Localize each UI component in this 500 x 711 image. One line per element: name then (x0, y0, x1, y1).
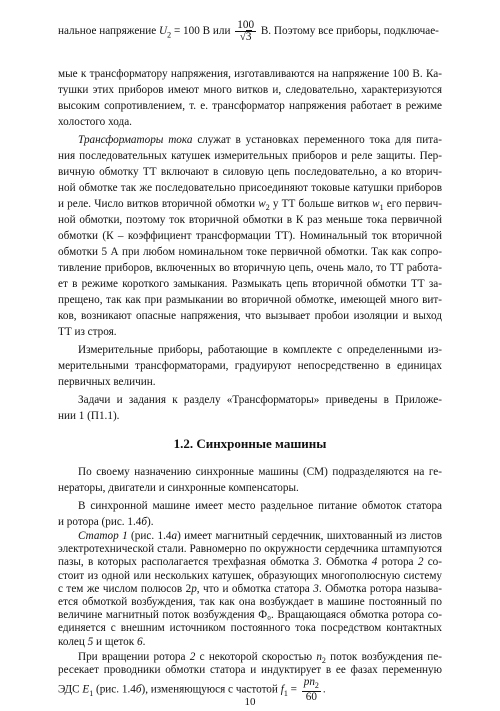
fraction-denominator: 60 (302, 691, 321, 703)
text-line: тушки этих приборов имеют много витков и, следовательно, характеризуются (58, 84, 442, 96)
text-fragment: (рис. 1.4 (93, 683, 136, 696)
text-fragment: ротора (377, 556, 418, 569)
text-line: обмотки 5 А при любом номинальном токе первичной обмотки. Так как сопро- (58, 246, 442, 258)
text-line: прещено, так как при размыкании во вторичной обмотке, имеющей много вит- (58, 294, 442, 306)
text-fragment: у ТТ больше витков (269, 198, 373, 210)
figure-ref: 2 (417, 556, 424, 569)
sqrt-radicand: 3 (245, 31, 252, 43)
figure-ref: 3 (313, 556, 319, 569)
formula-variable: 2 (189, 650, 196, 663)
text-line: Измерительные приборы, работающие в комплекте с определенными из- (78, 344, 442, 356)
text-line: стоит из одной или нескольких катушек, образующих многополюсную систему (58, 569, 442, 582)
figure-letter: а (171, 530, 178, 542)
text-fragment: ЭДС (58, 683, 83, 696)
figure-ref: 5 (87, 635, 94, 648)
text-fragment: и щеток (93, 635, 137, 648)
text-fragment: . Обмотка ротора называ- (318, 582, 442, 595)
text-line-poles (58, 583, 442, 596)
text-line: единяется с внешним источником постоянного тока посредством контактных (58, 622, 442, 635)
text-line-emf-frequency (58, 677, 442, 703)
fraction-frequency (302, 677, 321, 703)
formula-subscript: 2 (265, 203, 270, 213)
text-line: ной обмотке так же последовательно присоединяют токовые катушки приборов (58, 182, 442, 194)
text-line-rings (58, 636, 442, 649)
text-fragment: его первич- (383, 198, 442, 210)
formula-variable: w (258, 198, 266, 210)
text-fragment: со- (423, 556, 442, 569)
fraction-numerator (302, 677, 321, 691)
fraction-100-sqrt3 (235, 20, 256, 43)
formula-variable: б (135, 683, 142, 696)
formula-variable: w (372, 198, 380, 210)
text-line: мерительными трансформаторами, градуируют непосредственно в единицах (58, 360, 442, 372)
formula-variable: p (191, 582, 197, 595)
text-line: электротехнической стали. Равномерно по окружности сердечника штампуются (58, 543, 442, 556)
text-line: величине магнитный поток возбуждения Ф₀. Вращающаяся обмотка ротора со- (58, 609, 442, 622)
formula-subscript: 2 (321, 656, 326, 666)
text-fragment: ), изменяющуюся с частотой (141, 683, 281, 696)
term-italic: Статор 1 (78, 530, 128, 542)
text-line: нераторы, двигатели и синхронные компенсаторы. (58, 482, 299, 494)
text-line: ресекает проводники обмотки статора и индуктирует в ее фазах переменную (58, 664, 442, 676)
text-line: первичных величин. (58, 376, 156, 388)
text-line: ния последовательных катушек измерительных приборов и реле защиты. Пер- (58, 150, 442, 162)
text-fragment: , что и обмотка статора (196, 582, 314, 595)
text-fragment: служат в установках переменного тока для пита- (192, 134, 442, 146)
fraction-numerator: 100 (237, 19, 255, 31)
formula-subscript: 2 (314, 681, 319, 691)
text-fragment: При вращении ротора (78, 650, 190, 663)
formula-subscript: 1 (283, 689, 288, 699)
text-fragment: ). (147, 516, 154, 528)
text-line: В синхронной машине имеет место раздельное питание обмоток статора (78, 500, 442, 512)
text-line: нии 1 (П1.1). (58, 410, 120, 422)
text-fragment: поток возбуждения пе- (325, 650, 442, 663)
text-line: ТТ из строя. (58, 326, 117, 338)
term-italic: Трансформаторы тока (78, 134, 193, 146)
text-fragment: (рис. 1.4 (127, 530, 172, 542)
text-line: тивление приборов, включенных во вторичную цепь, очень мало, то ТТ работа- (58, 262, 442, 274)
text-line-u2 (58, 20, 442, 44)
section-heading: 1.2. Синхронные машины (173, 436, 327, 451)
text-line-stator (78, 530, 442, 543)
figure-letter: б (141, 516, 148, 528)
text-line: Задачи и задания к разделу «Трансформаторы» приведены в Приложе- (78, 394, 442, 406)
text-fragment: и ротора (рис. 1.4 (58, 516, 142, 528)
text-fragment: и реле. Число витков вторичной обмотки (58, 198, 259, 210)
text-fragment: . Обмотка (319, 556, 372, 569)
formula-variable: n (316, 650, 322, 663)
formula-subscript: 1 (89, 689, 94, 699)
formula-variable: f (280, 683, 284, 696)
figure-ref: 6 (136, 635, 143, 648)
text-line: ется обмоткой возбуждения, так как она возбуждает в машине постоянный по (58, 596, 442, 608)
figure-ref: 4 (371, 556, 378, 569)
formula-subscript: 1 (379, 203, 384, 213)
text-fragment: пазы, в которых располагается трехфазная обмотка (58, 556, 314, 569)
text-fragment: = (287, 683, 300, 696)
formula-variable: E (82, 683, 90, 696)
text-line: мые к трансформатору напряжения, изготавливаются на напряжение 100 В. Ка- (58, 68, 442, 80)
text-line: ков, возникают опасные напряжения, что вызывает пробои изоляции и выход (58, 310, 442, 322)
text-line: ет в режиме короткого замыкания. Размыкать цепь вторичной обмотки ТТ за- (58, 278, 442, 290)
figure-ref: 3 (313, 582, 319, 595)
formula-variable: U (159, 25, 168, 38)
text-fragment: . (142, 635, 146, 648)
formula-subscript: 2 (167, 30, 172, 40)
text-line: обмотки (К – коэффициент трансформации ТТ). Номинальный ток вторичной (58, 230, 442, 242)
text-line: холостого хода. (58, 116, 132, 128)
text-line: высоким сопротивлением, т. е. трансформатор напряжения работает в режиме (58, 100, 442, 112)
text-fragment: = 100 В или (173, 25, 231, 38)
formula-variable: pn (303, 676, 315, 689)
fraction-denominator: √3 (235, 31, 256, 43)
text-line-winding-refs (58, 556, 442, 569)
text-fragment: . (322, 683, 326, 696)
text-fragment: с некоторой скоростью (195, 650, 317, 663)
text-line-fig-ref (58, 514, 442, 531)
text-fragment: В. Поэтому все приборы, подключае- (260, 25, 439, 38)
page-number: 10 (244, 696, 256, 708)
text-line: ной обмотки, поэтому ток вторичной обмотки в К раз меньше тока первичной (58, 214, 442, 226)
text-fragment: колец (58, 635, 88, 648)
text-fragment: нальное напряжение (58, 25, 157, 38)
text-fragment: ) имеет магнитный сердечник, шихтованный из листов (177, 530, 442, 542)
text-line: вичную обмотку ТТ включают в силовую цепь последовательно, а ко вторич- (58, 166, 442, 178)
text-line: По своему назначению синхронные машины (СМ) подразделяются на ге- (78, 466, 442, 478)
text-line-tt-intro (78, 132, 442, 149)
text-fragment: с тем же числом полюсов 2 (58, 582, 192, 595)
